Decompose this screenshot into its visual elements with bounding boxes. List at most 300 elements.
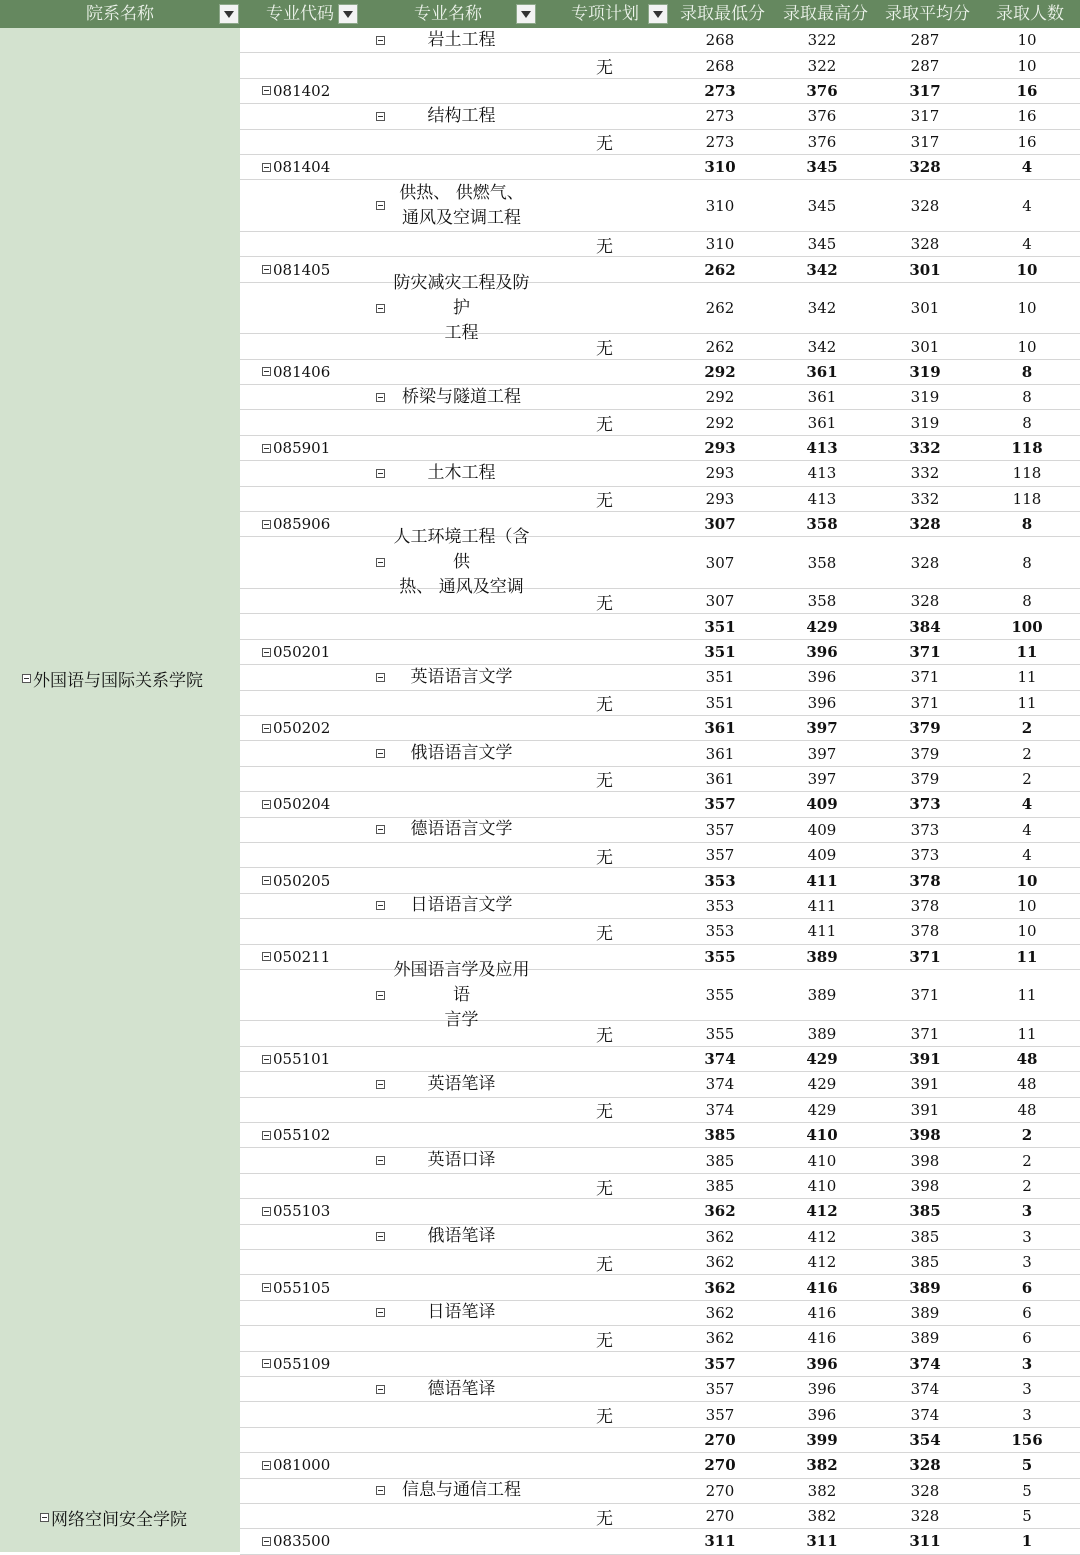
max-score-cell: 397: [807, 769, 837, 788]
table-row: [240, 614, 1080, 639]
col-header-name: 专业名称: [414, 4, 482, 24]
collapse-icon[interactable]: [376, 36, 385, 45]
admit-count-cell: 5: [1021, 1456, 1033, 1475]
col-header-max: 录取最高分: [783, 4, 868, 24]
avg-score-cell: 379: [910, 744, 940, 763]
min-score-cell: 353: [704, 871, 736, 890]
collapse-icon[interactable]: [376, 1385, 385, 1394]
major-name-cell[interactable]: [376, 1479, 536, 1503]
major-name-cell[interactable]: [376, 741, 536, 765]
avg-score-cell: 354: [909, 1430, 941, 1449]
admit-count-cell: 5: [1022, 1507, 1032, 1526]
major-code-cell[interactable]: [262, 868, 330, 892]
min-score-cell: 385: [705, 1177, 735, 1196]
max-score-cell: 396: [807, 1380, 837, 1399]
admit-count-cell: 3: [1022, 1380, 1032, 1399]
collapse-icon[interactable]: [262, 1359, 271, 1368]
table-row: [240, 130, 1080, 155]
max-score-cell: 410: [807, 1151, 837, 1170]
collapse-icon[interactable]: [22, 674, 31, 683]
admit-count-cell: 6: [1022, 1329, 1032, 1348]
avg-score-cell: 328: [909, 515, 941, 534]
max-score-cell: 376: [807, 132, 837, 151]
admit-count-cell: 11: [1017, 668, 1037, 687]
min-score-cell: 307: [705, 592, 735, 611]
min-score-cell: 362: [704, 1202, 736, 1221]
major-name: 英语语言文学: [410, 666, 513, 687]
admit-count-cell: 2: [1022, 769, 1032, 788]
max-score-cell: 416: [807, 1303, 837, 1322]
avg-score-cell: 319: [909, 362, 941, 381]
avg-score-cell: 371: [910, 986, 940, 1005]
admit-count-cell: 2: [1022, 1151, 1032, 1170]
major-code: 083500: [273, 1532, 331, 1551]
avg-score-cell: 328: [909, 158, 941, 177]
collapse-icon[interactable]: [262, 876, 271, 885]
major-code-cell[interactable]: [262, 79, 330, 103]
major-name: 英语口译: [427, 1150, 496, 1171]
major-name-cell[interactable]: [376, 1072, 536, 1096]
special-plan-cell: 无: [596, 771, 613, 792]
major-code: 055105: [273, 1278, 331, 1297]
collapse-icon[interactable]: [376, 1156, 385, 1165]
max-score-cell: 416: [806, 1278, 838, 1297]
dept-name: 网络空间安全学院: [51, 1509, 187, 1530]
collapse-icon[interactable]: [376, 1080, 385, 1089]
collapse-icon[interactable]: [376, 393, 385, 402]
special-plan-cell: 无: [596, 593, 613, 614]
min-score-cell: 362: [705, 1303, 735, 1322]
major-code-cell[interactable]: [262, 945, 330, 969]
admit-count-cell: 16: [1016, 81, 1038, 100]
admit-count-cell: 4: [1021, 795, 1033, 814]
major-code-cell[interactable]: [262, 1352, 330, 1376]
collapse-icon[interactable]: [262, 86, 271, 95]
collapse-icon[interactable]: [262, 800, 271, 809]
admit-count-cell: 8: [1022, 388, 1032, 407]
table-row: [240, 843, 1080, 868]
collapse-icon[interactable]: [376, 1486, 385, 1495]
min-score-cell: 355: [705, 1024, 735, 1043]
admit-count-cell: 16: [1017, 132, 1037, 151]
table-row: [240, 180, 1080, 232]
special-plan-cell: 无: [596, 339, 613, 360]
min-score-cell: 292: [705, 388, 735, 407]
table-row: [240, 334, 1080, 359]
avg-score-cell: 301: [909, 260, 941, 279]
max-score-cell: 410: [807, 1177, 837, 1196]
avg-score-cell: 374: [909, 1354, 941, 1373]
major-code-cell[interactable]: [262, 1529, 330, 1553]
collapse-icon[interactable]: [262, 648, 271, 657]
major-code-cell[interactable]: [262, 1199, 330, 1223]
max-score-cell: 345: [806, 158, 838, 177]
max-score-cell: 396: [806, 1354, 838, 1373]
avg-score-cell: 328: [910, 196, 940, 215]
min-score-cell: 273: [705, 132, 735, 151]
major-code-cell[interactable]: [262, 512, 330, 536]
min-score-cell: 351: [704, 643, 736, 661]
major-name-cell[interactable]: [376, 1225, 536, 1249]
admit-count-cell: 8: [1022, 592, 1032, 611]
major-name-cell[interactable]: [376, 818, 536, 842]
min-score-cell: 361: [704, 719, 736, 738]
table-row: [240, 436, 1080, 461]
dept-name-cell[interactable]: [22, 665, 203, 690]
table-row: [240, 792, 1080, 817]
collapse-icon[interactable]: [262, 952, 271, 961]
major-name-cell[interactable]: [376, 104, 536, 128]
min-score-cell: 355: [704, 947, 736, 966]
major-name-cell[interactable]: [376, 959, 536, 1030]
collapse-icon[interactable]: [262, 367, 271, 376]
max-score-cell: 382: [807, 1507, 837, 1526]
major-code: 081000: [273, 1456, 331, 1475]
table-row: [240, 1428, 1080, 1453]
collapse-icon[interactable]: [40, 1513, 49, 1522]
major-code: 050205: [273, 871, 331, 890]
collapse-icon[interactable]: [376, 112, 385, 121]
min-score-cell: 311: [704, 1532, 736, 1551]
collapse-icon[interactable]: [376, 749, 385, 758]
major-code: 050201: [273, 643, 331, 661]
min-score-cell: 362: [705, 1329, 735, 1348]
major-code-cell[interactable]: [262, 436, 330, 460]
avg-score-cell: 378: [910, 922, 940, 941]
table-row: [240, 959, 1080, 1030]
admit-count-cell: 10: [1017, 337, 1037, 356]
max-score-cell: 396: [807, 1405, 837, 1424]
major-name-cell[interactable]: [376, 272, 536, 343]
avg-score-cell: 328: [910, 235, 940, 254]
collapse-icon[interactable]: [262, 1283, 271, 1292]
collapse-icon[interactable]: [376, 1308, 385, 1317]
special-plan-cell: 无: [596, 58, 613, 79]
major-code-cell[interactable]: [262, 1453, 330, 1477]
major-name: 外国语言学及应用语 言学: [393, 959, 530, 1030]
avg-score-cell: 319: [910, 413, 940, 432]
major-code: 055109: [273, 1354, 331, 1373]
avg-score-cell: 373: [909, 795, 941, 814]
major-code: 055103: [273, 1202, 331, 1221]
collapse-icon[interactable]: [262, 444, 271, 453]
special-plan-cell: 无: [596, 1178, 613, 1199]
avg-score-cell: 301: [910, 337, 940, 356]
avg-score-cell: 332: [910, 489, 940, 508]
special-plan-cell: 无: [596, 1026, 613, 1047]
min-score-cell: 351: [705, 668, 735, 687]
admit-count-cell: 4: [1022, 846, 1032, 865]
major-name-cell[interactable]: [376, 1377, 536, 1401]
avg-score-cell: 391: [910, 1100, 940, 1119]
major-code-cell[interactable]: [262, 155, 330, 179]
table-row: [240, 1174, 1080, 1199]
admit-count-cell: 4: [1022, 820, 1032, 839]
major-name-cell[interactable]: [376, 461, 536, 485]
major-code: 081405: [273, 260, 331, 279]
avg-score-cell: 317: [910, 107, 940, 126]
collapse-icon[interactable]: [262, 1055, 271, 1064]
min-score-cell: 273: [704, 81, 736, 100]
collapse-icon[interactable]: [262, 1537, 271, 1546]
major-name-cell[interactable]: [376, 665, 536, 689]
table-row: [240, 767, 1080, 792]
min-score-cell: 357: [705, 846, 735, 865]
avg-score-cell: 398: [910, 1151, 940, 1170]
min-score-cell: 385: [705, 1151, 735, 1170]
major-name: 人工环境工程（含供 热、 通风及空调: [393, 527, 530, 598]
major-code-cell[interactable]: [262, 360, 330, 384]
collapse-icon[interactable]: [376, 1232, 385, 1241]
table-row: [240, 1047, 1080, 1072]
major-code-cell[interactable]: [262, 1123, 330, 1147]
major-name-cell[interactable]: [376, 527, 536, 598]
max-score-cell: 345: [807, 196, 837, 215]
table-row: [240, 1021, 1080, 1046]
min-score-cell: 355: [705, 986, 735, 1005]
min-score-cell: 292: [704, 362, 736, 381]
min-score-cell: 362: [705, 1253, 735, 1272]
collapse-icon[interactable]: [376, 558, 385, 567]
special-plan-cell: 无: [596, 415, 613, 436]
table-row: [240, 716, 1080, 741]
collapse-icon[interactable]: [262, 724, 271, 733]
special-plan-cell: 无: [596, 1508, 613, 1529]
admit-count-cell: 5: [1022, 1481, 1032, 1500]
max-score-cell: 376: [806, 81, 838, 100]
avg-score-cell: 371: [910, 693, 940, 712]
min-score-cell: 270: [704, 1456, 736, 1475]
special-plan-cell: 无: [596, 1407, 613, 1428]
max-score-cell: 322: [807, 31, 837, 50]
major-code-cell[interactable]: [262, 1275, 330, 1299]
admit-count-cell: 16: [1017, 107, 1037, 126]
special-plan-cell: 无: [596, 1254, 613, 1275]
avg-score-cell: 371: [910, 668, 940, 687]
table-row: [240, 232, 1080, 257]
max-score-cell: 361: [807, 413, 837, 432]
collapse-icon[interactable]: [376, 901, 385, 910]
max-score-cell: 382: [807, 1481, 837, 1500]
filter-dropdown-icon[interactable]: [648, 4, 668, 24]
major-name: 德语语言文学: [410, 819, 513, 840]
admit-count-cell: 118: [1012, 464, 1042, 483]
major-code: 085901: [273, 439, 331, 458]
max-score-cell: 389: [806, 947, 838, 966]
admit-count-cell: 2: [1022, 744, 1032, 763]
admit-count-cell: 11: [1017, 1024, 1037, 1043]
dept-name-cell[interactable]: [40, 1504, 187, 1529]
max-score-cell: 412: [807, 1253, 837, 1272]
max-score-cell: 409: [807, 820, 837, 839]
admit-count-cell: 118: [1011, 439, 1043, 458]
major-code: 081406: [273, 362, 331, 381]
major-name-cell[interactable]: [376, 385, 536, 409]
major-name: 土木工程: [427, 462, 496, 483]
avg-score-cell: 374: [910, 1405, 940, 1424]
table-row: [240, 1199, 1080, 1224]
max-score-cell: 342: [807, 299, 837, 318]
avg-score-cell: 391: [909, 1050, 941, 1069]
min-score-cell: 361: [705, 769, 735, 788]
major-name: 俄语语言文学: [410, 743, 513, 764]
major-code: 050204: [273, 795, 331, 814]
collapse-icon[interactable]: [262, 163, 271, 172]
collapse-icon[interactable]: [262, 520, 271, 529]
collapse-icon[interactable]: [376, 469, 385, 478]
table-row: [240, 589, 1080, 614]
table-row: [240, 79, 1080, 104]
table-row: [240, 527, 1080, 598]
max-score-cell: 311: [806, 1532, 838, 1551]
major-code: 081404: [273, 158, 331, 177]
min-score-cell: 357: [704, 1354, 736, 1373]
max-score-cell: 409: [807, 846, 837, 865]
min-score-cell: 351: [705, 693, 735, 712]
min-score-cell: 357: [705, 1405, 735, 1424]
special-plan-cell: 无: [596, 491, 613, 512]
table-row: [240, 1352, 1080, 1377]
avg-score-cell: 398: [910, 1177, 940, 1196]
dept-column: [0, 28, 240, 1552]
admit-count-cell: 4: [1022, 235, 1032, 254]
min-score-cell: 357: [705, 820, 735, 839]
avg-score-cell: 385: [910, 1227, 940, 1246]
admit-count-cell: 6: [1022, 1303, 1032, 1322]
special-plan-cell: 无: [596, 847, 613, 868]
avg-score-cell: 328: [910, 553, 940, 572]
collapse-icon[interactable]: [376, 825, 385, 834]
special-plan-cell: 无: [596, 695, 613, 716]
collapse-icon[interactable]: [376, 201, 385, 210]
major-code-cell[interactable]: [262, 716, 330, 740]
max-score-cell: 361: [806, 362, 838, 381]
table-row: [240, 1377, 1080, 1402]
min-score-cell: 292: [705, 413, 735, 432]
filter-dropdown-icon[interactable]: [516, 4, 536, 24]
table-row: [240, 1326, 1080, 1351]
min-score-cell: 307: [704, 515, 736, 534]
min-score-cell: 357: [705, 1380, 735, 1399]
min-score-cell: 310: [705, 196, 735, 215]
collapse-icon[interactable]: [376, 991, 385, 1000]
table-row: [240, 1225, 1080, 1250]
major-name: 供热、 供燃气、 通风及空调工程: [399, 182, 524, 228]
max-score-cell: 411: [807, 922, 837, 941]
min-score-cell: 374: [704, 1050, 736, 1069]
max-score-cell: 413: [806, 439, 838, 458]
avg-score-cell: 379: [910, 769, 940, 788]
major-name: 日语笔译: [427, 1302, 496, 1323]
table-row: [240, 410, 1080, 435]
table-row: [240, 894, 1080, 919]
special-plan-cell: 无: [596, 134, 613, 155]
filter-dropdown-icon[interactable]: [219, 4, 239, 24]
major-name-cell[interactable]: [376, 28, 536, 52]
admit-count-cell: 4: [1022, 196, 1032, 215]
avg-score-cell: 379: [909, 719, 941, 738]
admit-count-cell: 4: [1021, 158, 1033, 177]
major-name: 岩土工程: [427, 29, 496, 50]
avg-score-cell: 378: [909, 871, 941, 890]
table-row: [240, 487, 1080, 512]
special-plan-cell: 无: [596, 1330, 613, 1351]
max-score-cell: 411: [806, 871, 838, 890]
major-code: 055102: [273, 1126, 331, 1145]
avg-score-cell: 328: [910, 1481, 940, 1500]
major-name: 信息与通信工程: [402, 1480, 521, 1501]
max-score-cell: 397: [807, 744, 837, 763]
max-score-cell: 396: [807, 693, 837, 712]
col-header-min: 录取最低分: [680, 4, 765, 24]
admit-count-cell: 10: [1017, 31, 1037, 50]
min-score-cell: 270: [704, 1430, 736, 1449]
table-row: [240, 919, 1080, 944]
max-score-cell: 396: [806, 643, 838, 661]
collapse-icon[interactable]: [262, 1131, 271, 1140]
max-score-cell: 410: [806, 1126, 838, 1145]
min-score-cell: 362: [705, 1227, 735, 1246]
collapse-icon[interactable]: [262, 265, 271, 274]
avg-score-cell: 385: [909, 1202, 941, 1221]
max-score-cell: 429: [806, 1050, 838, 1069]
collapse-icon[interactable]: [262, 1207, 271, 1216]
min-score-cell: 310: [705, 235, 735, 254]
max-score-cell: 412: [807, 1227, 837, 1246]
collapse-icon[interactable]: [376, 304, 385, 313]
avg-score-cell: 328: [910, 1507, 940, 1526]
admit-count-cell: 8: [1021, 362, 1033, 381]
major-name: 日语语言文学: [410, 895, 513, 916]
major-code-cell[interactable]: [262, 792, 330, 816]
avg-score-cell: 332: [910, 464, 940, 483]
major-code-cell[interactable]: [262, 640, 330, 664]
major-code-cell[interactable]: [262, 257, 330, 281]
table-row: [240, 691, 1080, 716]
max-score-cell: 399: [806, 1430, 838, 1449]
major-name: 防灾减灾工程及防护 工程: [393, 272, 530, 343]
admit-count-cell: 3: [1022, 1405, 1032, 1424]
min-score-cell: 374: [705, 1100, 735, 1119]
col-header-code: 专业代码: [266, 4, 334, 24]
table-row: [240, 1250, 1080, 1275]
admit-count-cell: 10: [1017, 299, 1037, 318]
min-score-cell: 353: [705, 896, 735, 915]
admit-count-cell: 8: [1022, 413, 1032, 432]
table-row: [240, 640, 1080, 665]
min-score-cell: 351: [704, 617, 736, 636]
avg-score-cell: 385: [910, 1253, 940, 1272]
admit-count-cell: 2: [1022, 1177, 1032, 1196]
min-score-cell: 273: [705, 107, 735, 126]
min-score-cell: 362: [704, 1278, 736, 1297]
major-name-cell[interactable]: [376, 1148, 536, 1172]
min-score-cell: 307: [705, 553, 735, 572]
collapse-icon[interactable]: [376, 673, 385, 682]
admit-count-cell: 8: [1021, 515, 1033, 534]
admit-count-cell: 8: [1022, 553, 1032, 572]
avg-score-cell: 317: [910, 132, 940, 151]
filter-dropdown-icon[interactable]: [338, 4, 358, 24]
collapse-icon[interactable]: [262, 1461, 271, 1470]
major-name-cell[interactable]: [376, 894, 536, 918]
major-name-cell[interactable]: [376, 180, 536, 231]
major-name-cell[interactable]: [376, 1301, 536, 1325]
min-score-cell: 262: [704, 260, 736, 279]
min-score-cell: 262: [705, 337, 735, 356]
major-code-cell[interactable]: [262, 1047, 330, 1071]
major-name: 英语笔译: [427, 1073, 496, 1094]
